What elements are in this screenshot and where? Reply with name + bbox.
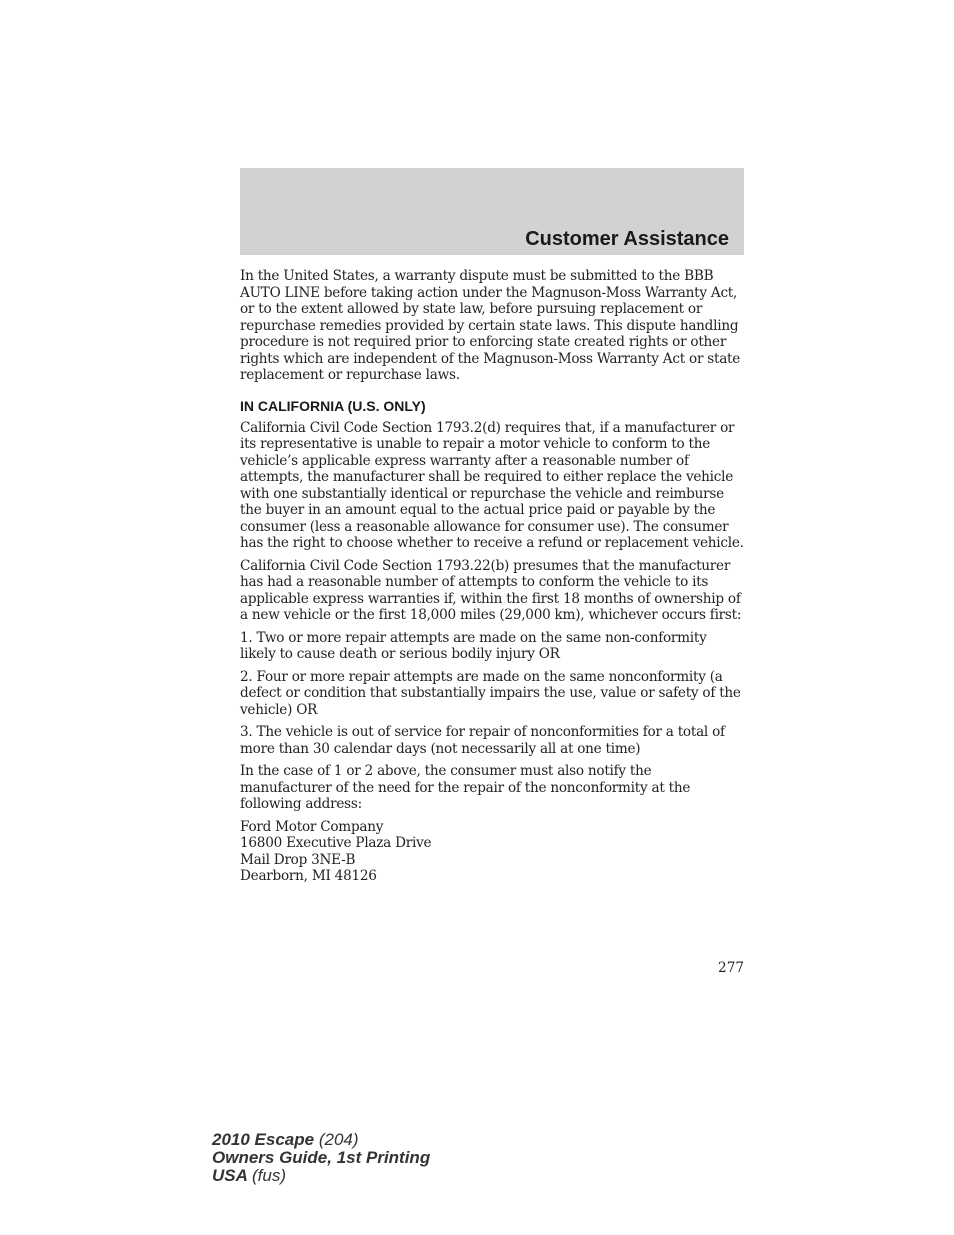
- footer-market-code: (fus): [252, 1166, 286, 1185]
- document-footer: [212, 1131, 430, 1185]
- list-item-3: 3. The vehicle is out of service for repair of nonconformities for a total of more than 30 calendar days (not necessarily all at one time): [240, 724, 725, 757]
- list-item-1: 1. Two or more repair attempts are made on the same non-conformity likely to cause death or serious bodily injury OR: [240, 629, 707, 662]
- footer-model-code: (204): [318, 1130, 359, 1149]
- footer-market: USA: [212, 1166, 248, 1185]
- footer-model: 2010 Escape: [212, 1130, 315, 1149]
- california-heading: IN CALIFORNIA (U.S. ONLY): [240, 397, 426, 414]
- california-paragraph-2: California Civil Code Section 1793.22(b) presumes that the manufacturer has had a reasonable number of attempts to conform the vehicle to its applicable express warranties if, within the first 18 months of ownership of a new vehicle or the first 18,000 miles (29,000 km), whichever occurs first:: [240, 557, 742, 623]
- list-item-2: 2. Four or more repair attempts are made on the same nonconformity (a defect or condition that substantially impairs the use, value or safety of the vehicle) OR: [240, 668, 741, 718]
- address-line-2: 16800 Executive Plaza Drive: [240, 835, 432, 851]
- california-paragraph-1: California Civil Code Section 1793.2(d) requires that, if a manufacturer or its representative is unable to repair a motor vehicle to conform to the vehicle’s applicable express warranty after a reasonable number of attempts, the manufacturer shall be required to either replace the vehicle with one substantially identical or repurchase the vehicle and reimburse the buyer in an amount equal to the actual price paid or payable by the consumer (less a reasonable allowance for consumer use). The consumer has the right to choose whether to receive a refund or replacement vehicle.: [240, 419, 744, 551]
- section-title: Customer Assistance: [525, 228, 729, 250]
- footer-market-line: [212, 1167, 430, 1185]
- footer-model-line: [212, 1131, 430, 1149]
- footer-guide-line: Owners Guide, 1st Printing: [212, 1148, 431, 1167]
- intro-paragraph: In the United States, a warranty dispute must be submitted to the BBB AUTO LINE before taking action under the Magnuson-Moss Warranty Act, or to the extent allowed by state law, before pursuing replacement or repurchase remedies provided by certain state laws. This dispute handling procedure is not required prior to enforcing state created rights or other rights which are independent of the Magnuson-Moss Warranty Act or state replacement or repurchase laws.: [240, 268, 741, 383]
- address-line-1: Ford Motor Company: [240, 818, 384, 835]
- address-line-3: Mail Drop 3NE-B: [240, 851, 356, 868]
- page-number: 277: [718, 960, 744, 976]
- page-content: [240, 268, 746, 891]
- notify-paragraph: In the case of 1 or 2 above, the consumer must also notify the manufacturer of the need for the repair of the nonconformity at the following address:: [240, 763, 691, 812]
- section-header-band: [240, 168, 744, 255]
- address-line-4: Dearborn, MI 48126: [240, 868, 377, 884]
- address-block: [240, 819, 746, 885]
